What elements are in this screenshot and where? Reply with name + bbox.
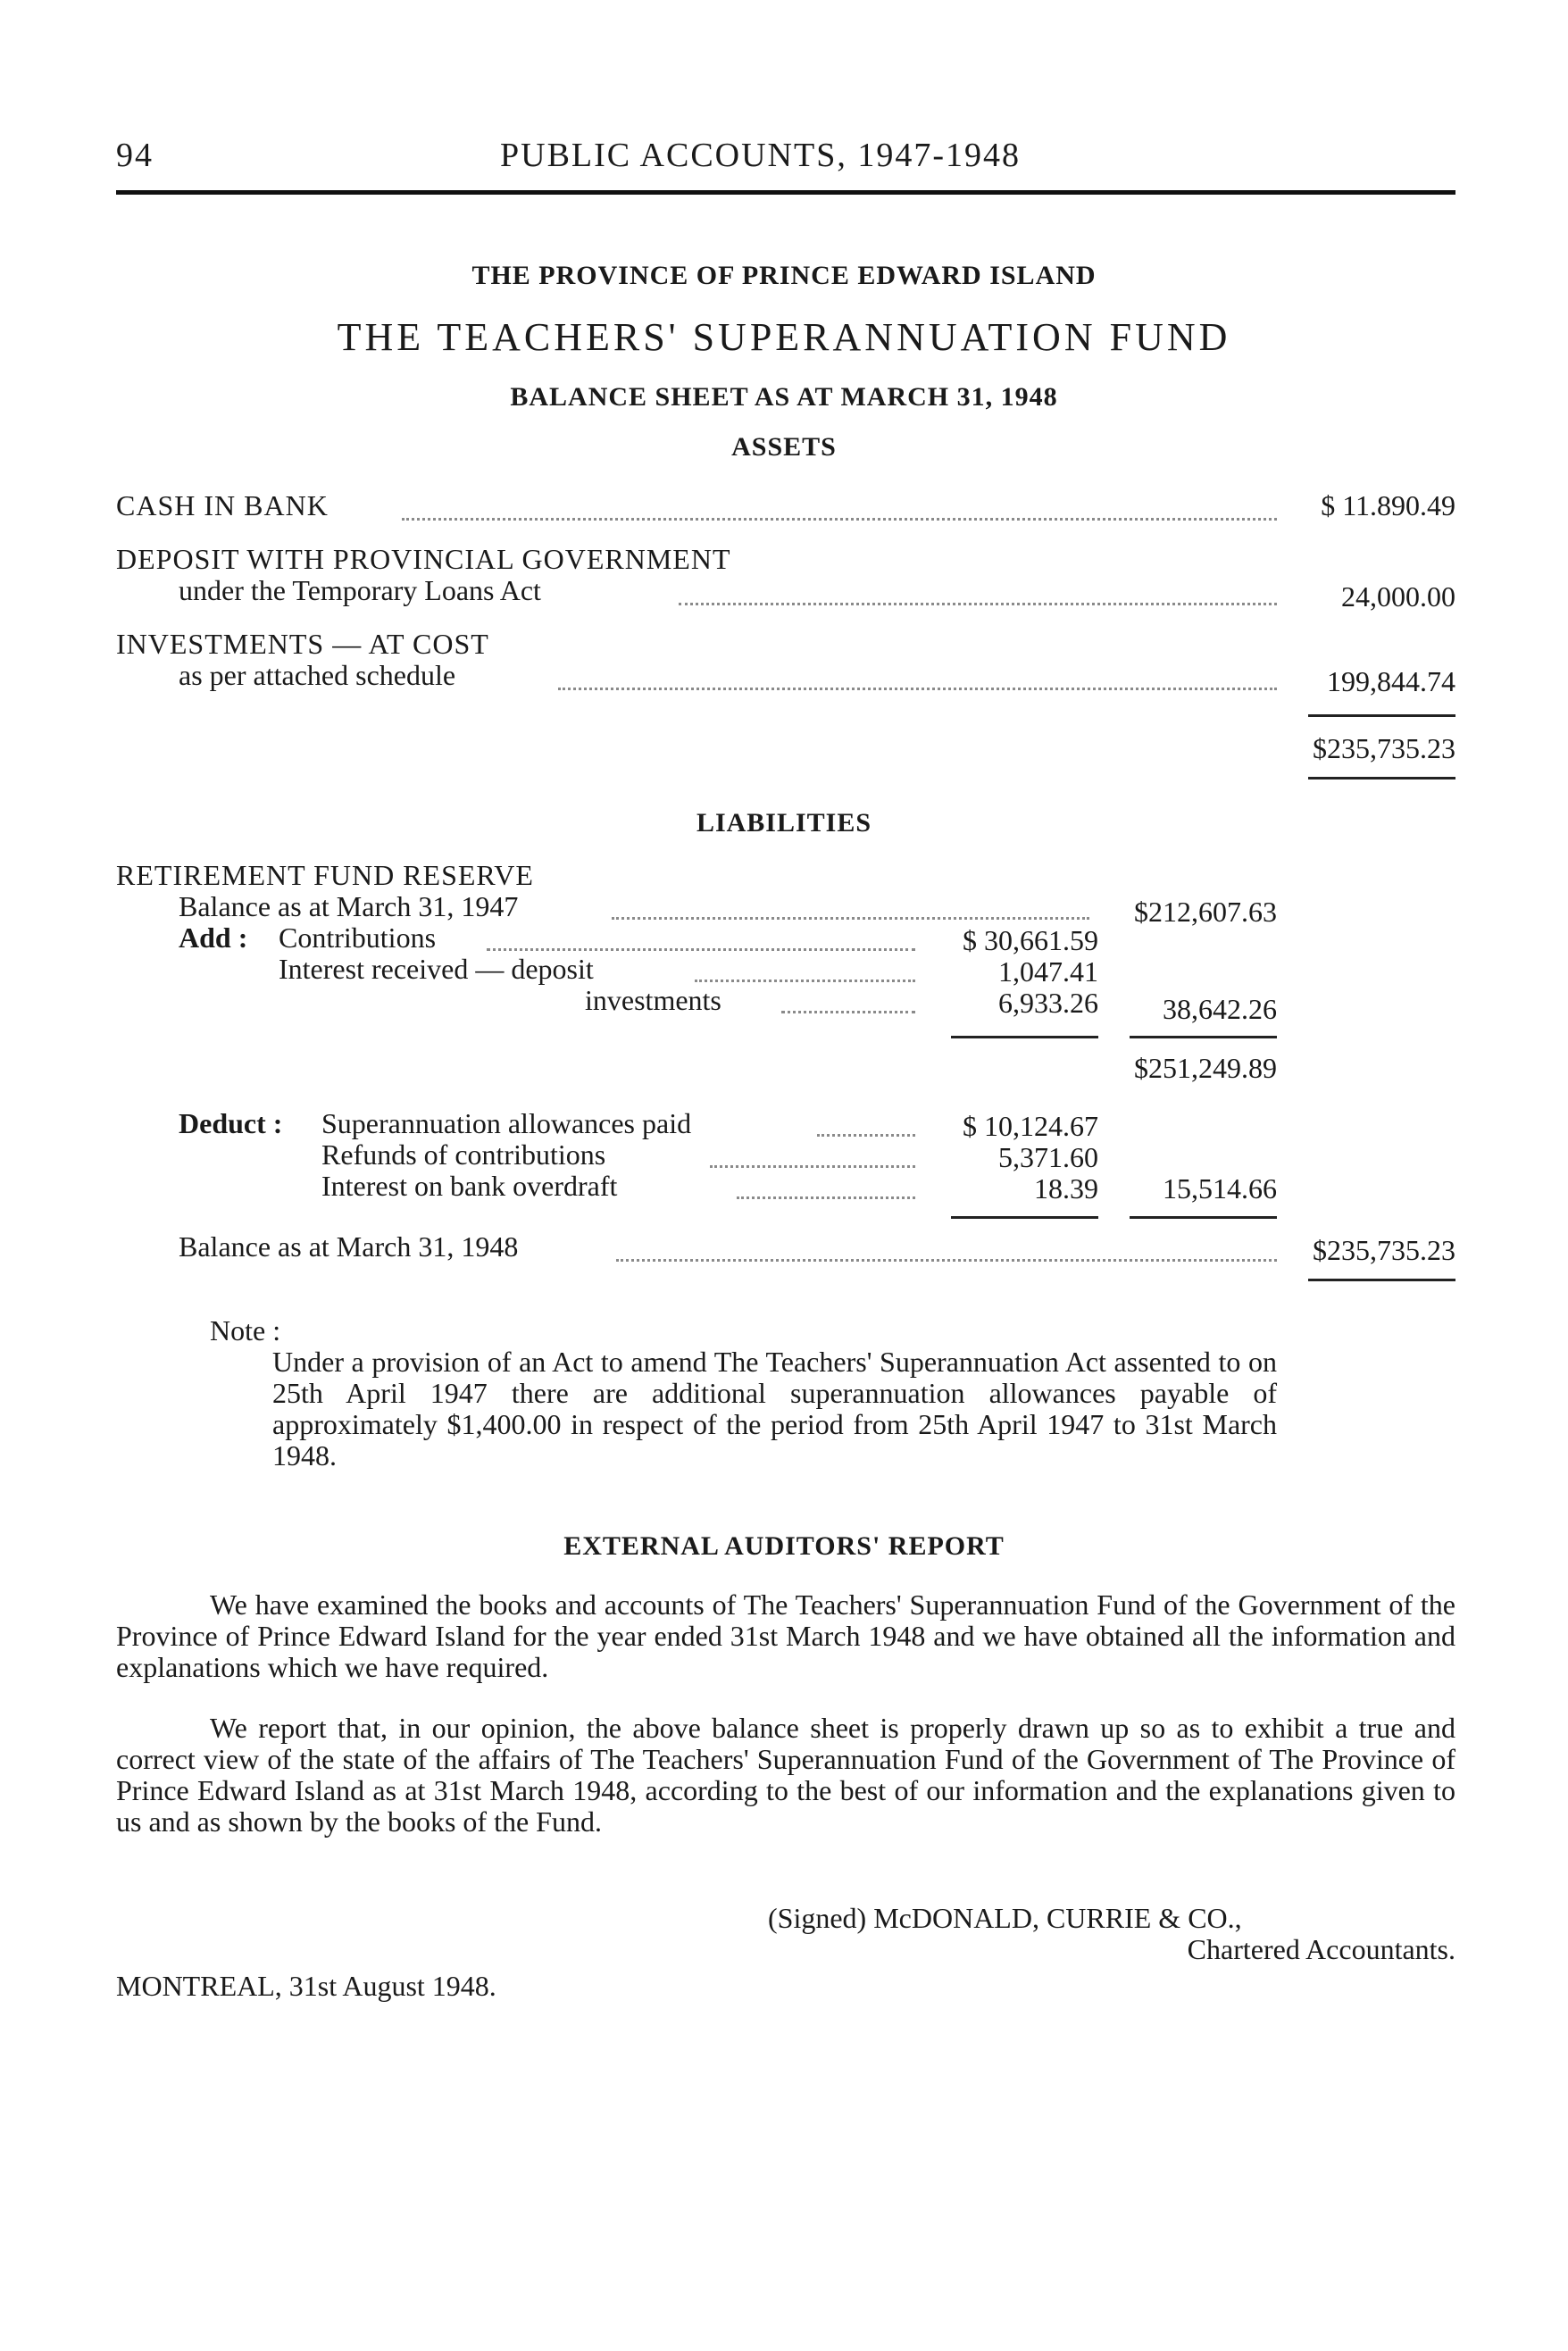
leader-dots xyxy=(710,1165,915,1168)
balance-sheet-title: BALANCE SHEET AS AT MARCH 31, 1948 xyxy=(510,382,1058,412)
place-date: MONTREAL, 31st August 1948. xyxy=(116,1970,496,2002)
header-rule xyxy=(116,190,1455,195)
closing-rule xyxy=(951,1216,1098,1219)
closing-balance-value: $235,735.23 xyxy=(1313,1234,1455,1266)
assets-heading: ASSETS xyxy=(731,432,837,462)
report-heading: EXTERNAL AUDITORS' REPORT xyxy=(563,1531,1005,1561)
overdraft-value: 18.39 xyxy=(1034,1172,1098,1205)
leader-dots xyxy=(695,980,915,982)
deposit-sublabel: under the Temporary Loans Act xyxy=(179,574,541,606)
subtotal-rule xyxy=(1130,1036,1277,1038)
leader-dots xyxy=(558,688,1277,690)
signature-line: (Signed) McDONALD, CURRIE & CO., xyxy=(768,1902,1242,1934)
leader-dots xyxy=(679,603,1277,605)
allowances-label: Superannuation allowances paid xyxy=(321,1107,692,1139)
report-paragraph-2: We report that, in our opinion, the above balance sheet is properly drawn up so as to exhibit a true and correct view of the state of the affairs of The Teachers' Superannuation Fund of the Government of The Province of Prince Edward Island as at 31st March 1948, according to the best of our information and the explanations given to us and as shown by the books of the Fund. xyxy=(116,1712,1455,1838)
opening-balance-value: $212,607.63 xyxy=(1134,896,1277,928)
fund-title: THE TEACHERS' SUPERANNUATION FUND xyxy=(337,315,1231,359)
running-title: PUBLIC ACCOUNTS, 1947-1948 xyxy=(500,137,1021,174)
total-rule xyxy=(1308,777,1455,779)
leader-dots xyxy=(402,518,1277,521)
leader-dots xyxy=(737,1196,915,1199)
leader-dots xyxy=(487,948,915,951)
deduct-total-value: 15,514.66 xyxy=(1163,1172,1277,1205)
subtotal-value: $251,249.89 xyxy=(1134,1052,1277,1084)
cash-value: $ 11.890.49 xyxy=(1321,489,1455,521)
province-title: THE PROVINCE OF PRINCE EDWARD ISLAND xyxy=(471,261,1097,290)
reserve-label: RETIREMENT FUND RESERVE xyxy=(116,859,534,891)
refunds-label: Refunds of contributions xyxy=(321,1138,606,1171)
leader-dots xyxy=(612,917,1089,920)
subtotal-rule xyxy=(951,1036,1098,1038)
signer-title: Chartered Accountants. xyxy=(1187,1933,1455,1965)
closing-rule xyxy=(1130,1216,1277,1219)
overdraft-label: Interest on bank overdraft xyxy=(321,1170,618,1202)
total-rule xyxy=(1308,1279,1455,1281)
interest-investments-label: investments xyxy=(585,984,721,1016)
allowances-value: $ 10,124.67 xyxy=(963,1110,1098,1142)
add-total-value: 38,642.26 xyxy=(1163,993,1277,1025)
liabilities-heading: LIABILITIES xyxy=(696,808,872,838)
page-number: 94 xyxy=(116,137,154,174)
total-rule xyxy=(1308,714,1455,717)
investments-label: INVESTMENTS — AT COST xyxy=(116,628,489,660)
leader-dots xyxy=(616,1259,1277,1262)
opening-balance-label: Balance as at March 31, 1947 xyxy=(179,890,519,922)
assets-total: $235,735.23 xyxy=(1313,732,1455,764)
note-text: Under a provision of an Act to amend The Teachers' Superannuation Act assented to on 25th April 1947 there are additional superannuation allowances payable of approximately $1,400.00 in respect of the period from 25th April 1947 to 31st March 1948. xyxy=(272,1346,1277,1471)
investments-value: 199,844.74 xyxy=(1327,665,1455,697)
interest-deposit-value: 1,047.41 xyxy=(998,955,1098,988)
interest-investments-value: 6,933.26 xyxy=(998,987,1098,1019)
deduct-label: Deduct : xyxy=(179,1107,283,1139)
contributions-label: Contributions xyxy=(279,921,437,954)
refunds-value: 5,371.60 xyxy=(998,1141,1098,1173)
deposit-label: DEPOSIT WITH PROVINCIAL GOVERNMENT xyxy=(116,543,731,575)
cash-label: CASH IN BANK xyxy=(116,489,329,521)
interest-label: Interest received — deposit xyxy=(279,953,594,985)
add-label: Add : xyxy=(179,921,248,954)
deposit-value: 24,000.00 xyxy=(1341,580,1455,613)
investments-sublabel: as per attached schedule xyxy=(179,659,456,691)
contributions-value: $ 30,661.59 xyxy=(963,924,1098,956)
note-label: Note : xyxy=(210,1314,281,1346)
report-paragraph-1: We have examined the books and accounts of The Teachers' Superannuation Fund of the Government of the Province of Prince Edward Island for the year ended 31st March 1948 and we have obtained all the information and explanations which we have required. xyxy=(116,1588,1455,1683)
closing-balance-label: Balance as at March 31, 1948 xyxy=(179,1230,519,1263)
